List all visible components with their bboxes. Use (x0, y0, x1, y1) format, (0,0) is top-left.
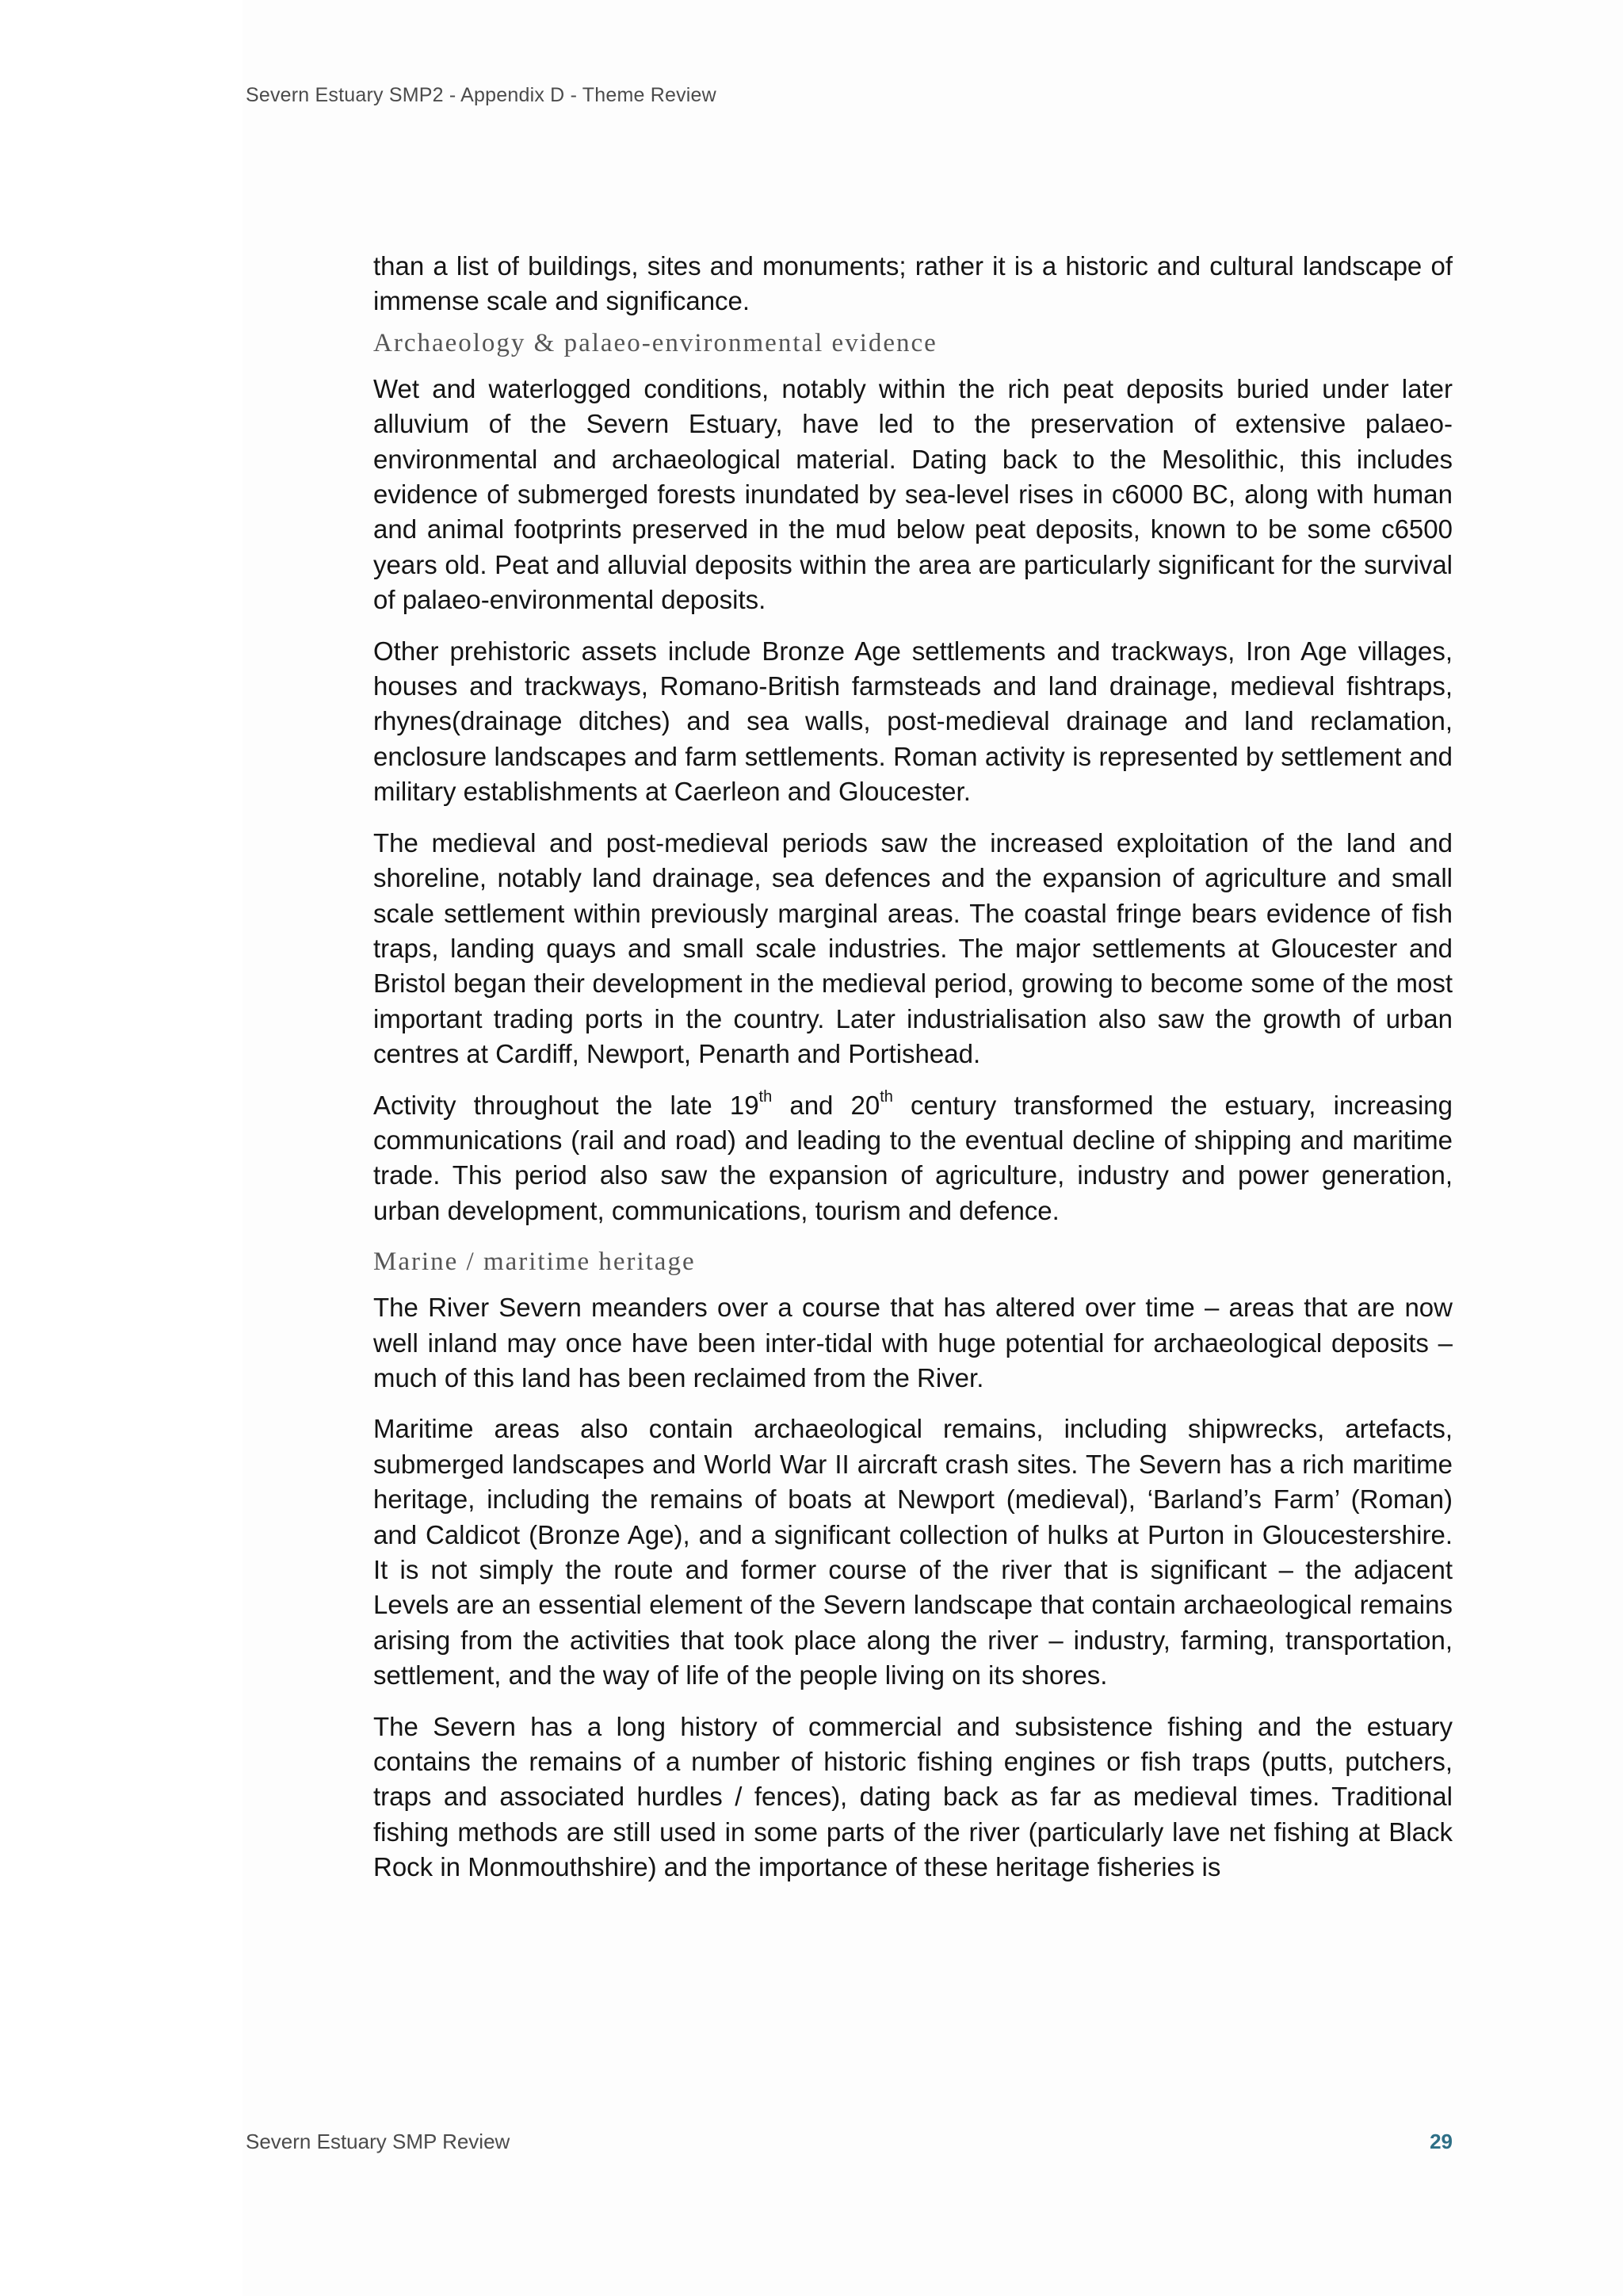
paragraph-marine-2: Maritime areas also contain archaeological remains, including shipwrecks, artefacts, submerged landscapes and World War II aircraft crash sites. The Severn has a rich maritime heritage, including the remains of boats at Newport (medieval), ‘Barland’s Farm’ (Roman) and Caldicot (Bronze Age), and a significant collection of hulks at Purton in Gloucestershire. It is not simply the route and former course of the river that is significant – the adjacent Levels are an essential element of the Severn landscape that contain archaeological remains arising from the activities that took place along the river – industry, farming, transportation, settlement, and the way of life of the people living on its shores. (373, 1414, 1453, 1690)
footer-document-name: Severn Estuary SMP Review (246, 2130, 510, 2153)
paragraph-archaeology-4 (373, 1088, 1453, 1229)
paragraph-marine-3: The Severn has a long history of commercial and subsistence fishing and the estuary contains the remains of a number of historic fishing engines or fish traps (putts, putchers, traps and associated hurdles / fences), dating back as far as medieval times. Traditional fishing methods are still used in some parts of the river (particularly lave net fishing at Black Rock in Monmouthshire) and the importance of these heritage fisheries is (373, 1711, 1453, 1882)
footer-page-number: 29 (1430, 2130, 1453, 2153)
p4-text-2: and 20 (772, 1090, 880, 1120)
p4-superscript-2: th (880, 1087, 893, 1106)
body-text (373, 249, 1453, 1901)
p4-text-1: Activity throughout the late 19 (373, 1090, 759, 1120)
heading-marine: Marine / maritime heritage (373, 1247, 696, 1277)
heading-archaeology: Archaeology & palaeo-environmental evidence (373, 328, 938, 357)
paragraph-archaeology-3: The medieval and post-medieval periods saw the increased exploitation of the land and shoreline, notably land drainage, sea defences and the expansion of agriculture and small scale settlement within previously marginal areas. The coastal fringe bears evidence of fish traps, landing quays and small scale industries. The major settlements at Gloucester and Bristol began their development in the medieval period, growing to become some of the most important trading ports in the country. Later industrialisation also saw the growth of urban centres at Cardiff, Newport, Penarth and Portishead. (373, 827, 1453, 1069)
running-header: Severn Estuary SMP2 - Appendix D - Theme Review (246, 84, 716, 106)
paragraph-archaeology-1: Wet and waterlogged conditions, notably within the rich peat deposits buried under later alluvium of the Severn Estuary, have led to the preservation of extensive palaeo-environmental and archaeological material. Dating back to the Mesolithic, this includes evidence of submerged forests inundated by sea-level rises in c6000 BC, along with human and animal footprints preserved in the mud below peat deposits, known to be some c6500 years old. Peat and alluvial deposits within the area are particularly significant for the survival of palaeo-environmental deposits. (373, 373, 1453, 615)
paragraph-archaeology-2: Other prehistoric assets include Bronze Age settlements and trackways, Iron Age villages, houses and trackways, Romano-British farmsteads and land drainage, medieval fishtraps, rhynes(drainage ditches) and sea walls, post-medieval drainage and land reclamation, enclosure landscapes and farm settlements. Roman activity is represented by settlement and military establishments at Caerleon and Gloucester. (373, 636, 1453, 807)
p4-text-3: century transformed the estuary, increasing communications (rail and road) and leading to the eventual decline of shipping and maritime trade. This period also saw the expansion of agriculture, industry and power generation, urban development, communications, tourism and defence. (373, 1090, 1453, 1225)
intro-paragraph: than a list of buildings, sites and monuments; rather it is a historic and cultural landscape of immense scale and significance. (373, 251, 1453, 316)
p4-superscript-1: th (758, 1087, 773, 1106)
paragraph-marine-1: The River Severn meanders over a course that has altered over time – areas that are now well inland may once have been inter-tidal with huge potential for archaeological deposits – much of this land has been reclaimed from the River. (373, 1293, 1453, 1392)
